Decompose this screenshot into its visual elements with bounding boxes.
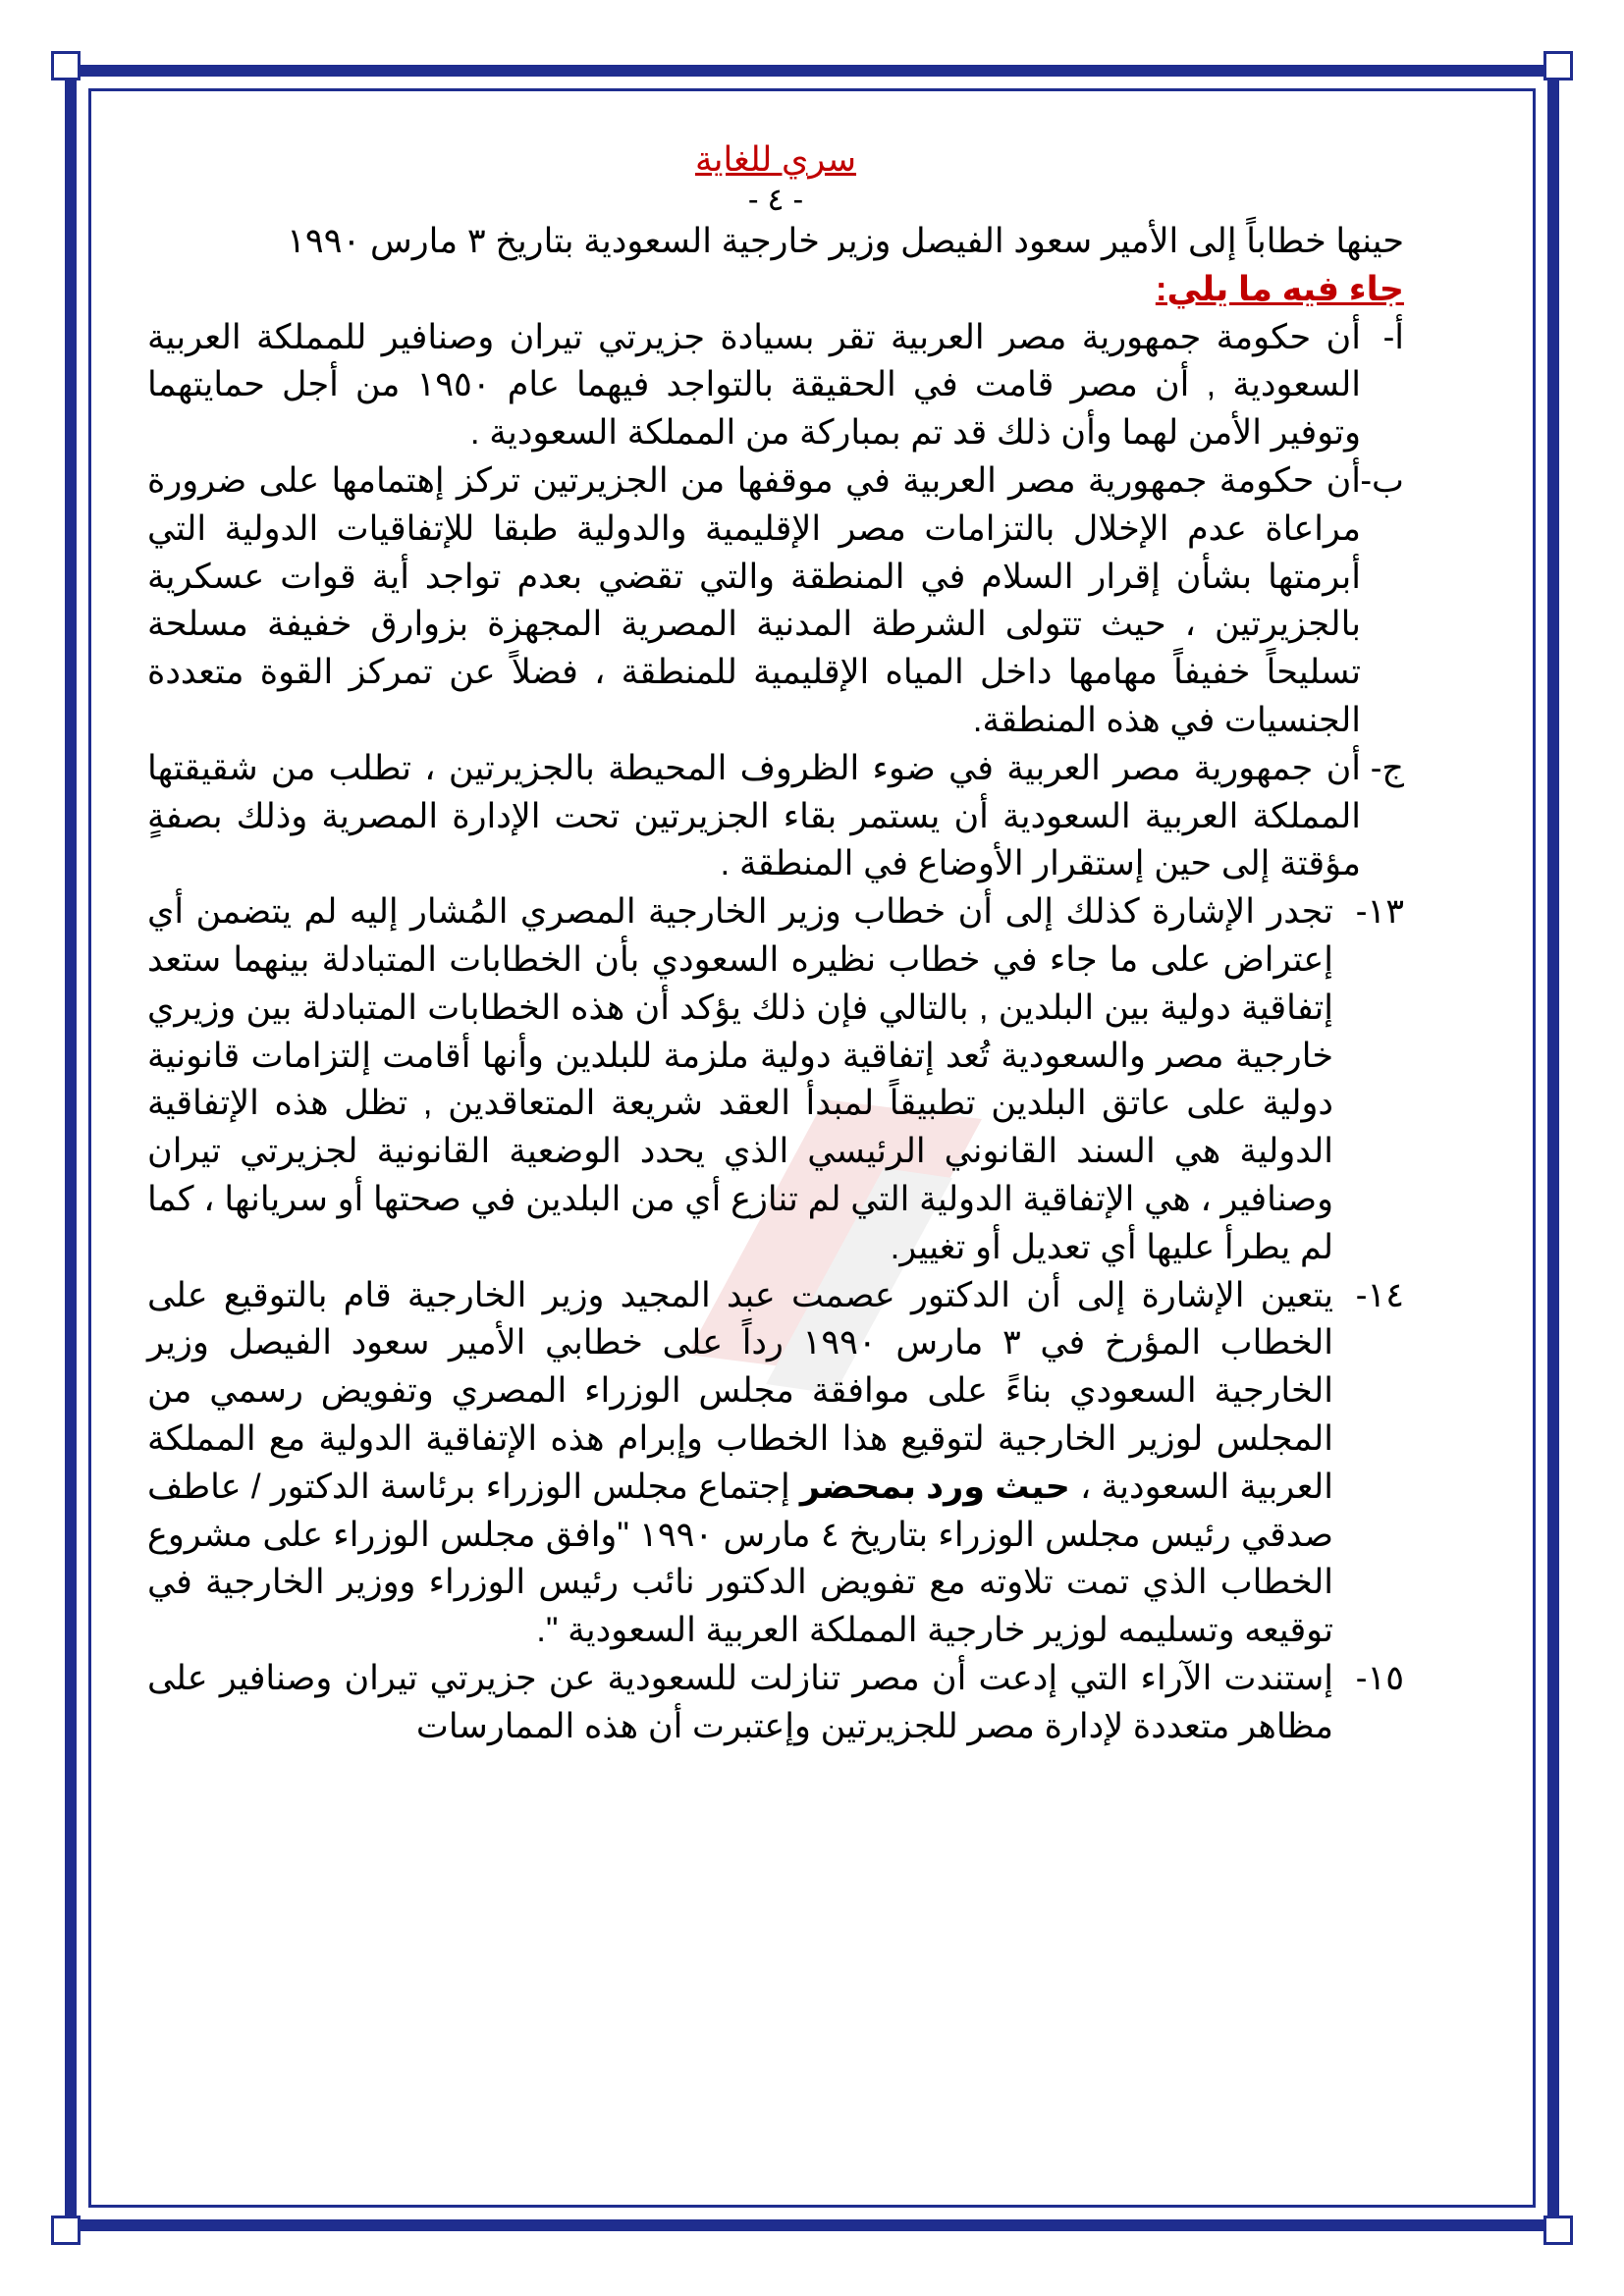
numbered-items-list xyxy=(147,888,1404,1750)
letter-lead-in: جاء فيه ما يلي: xyxy=(1155,269,1404,308)
border-corner-bottom-left xyxy=(1543,2216,1573,2245)
document-page xyxy=(147,137,1404,1751)
letter-item xyxy=(147,457,1404,745)
item-text-segment: إستندت الآراء التي إدعت أن مصر تنازلت للسعودية عن جزيرتي تيران وصنافير على مظاهر متعددة لإدارة مصر للجزيرتين وإعتبرت أن هذه الممارسات xyxy=(147,1658,1333,1745)
item-number: ١٥- xyxy=(1355,1658,1404,1697)
numbered-item xyxy=(147,1655,1404,1751)
item-text-segment: يتعين الإشارة إلى أن الدكتور عصمت عبد المجيد وزير الخارجية قام بالتوقيع على الخطاب المؤرخ في ٣ مارس ١٩٩٠ رداً على خطابي الأمير سعود الفيصل وزير الخارجية السعودي بناءً على موافقة مجلس الوزراء المصري وتفويض رسمي من المجلس لوزير الخارجية لتوقيع هذا الخطاب وإبرام هذه الإتفاقية الدولية مع المملكة العربية السعودية ، xyxy=(147,1275,1333,1506)
intro-paragraph: حينها خطاباً إلى الأمير سعود الفيصل وزير خارجية السعودية بتاريخ ٣ مارس ١٩٩٠ xyxy=(287,222,1404,260)
page-number: - ٤ - xyxy=(747,182,804,217)
item-text xyxy=(147,888,1333,1271)
item-marker: أ- xyxy=(1382,317,1404,356)
item-number: ١٤- xyxy=(1355,1275,1404,1314)
letter-item xyxy=(147,314,1404,457)
border-corner-top-right xyxy=(51,51,81,80)
item-text xyxy=(147,1655,1333,1751)
item-text: أن حكومة جمهورية مصر العربية تقر بسيادة جزيرتي تيران وصنافير للمملكة العربية السعودية , أن مصر قامت في الحقيقة بالتواجد فيهما عام ١٩٥٠ من أجل حمايتهما وتوفير الأمن لهما وأن ذلك قد تم بمباركة من المملكة السعودية . xyxy=(147,317,1361,453)
item-number: ١٣- xyxy=(1355,892,1404,932)
letter-item xyxy=(147,745,1404,888)
item-text xyxy=(147,1272,1333,1655)
emphasis-text: حيث ورد بمحضر xyxy=(799,1467,1070,1506)
item-marker: ب- xyxy=(1360,460,1404,500)
numbered-item xyxy=(147,1272,1404,1655)
numbered-item xyxy=(147,888,1404,1271)
item-text: أن حكومة جمهورية مصر العربية في موقفها من الجزيرتين تركز إهتمامها على ضرورة مراعاة عدم الإخلال بالتزامات مصر الإقليمية والدولية طبقا للإتفاقيات الدولية التي أبرمتها بشأن إقرار السلام في المنطقة والتي تقضي بعدم تواجد أية قوات عسكرية بالجزيرتين ، حيث تتولى الشرطة المدنية المصرية المجهزة بزوارق خفيفة مسلحة تسليحاً خفيفاً مهامها داخل المياه الإقليمية للمنطقة ، فضلاً عن تمركز القوة متعددة الجنسيات في هذه المنطقة. xyxy=(147,460,1361,739)
item-marker: ج- xyxy=(1370,748,1404,787)
border-corner-bottom-right xyxy=(51,2216,81,2245)
item-text-segment: إجتماع مجلس الوزراء برئاسة الدكتور / عاطف صدقي رئيس مجلس الوزراء بتاريخ ٤ مارس ١٩٩٠ "وافق مجلس الوزراء على مشروع الخطاب الذي تمت تلاوته مع تفويض الدكتور نائب رئيس الوزراء ووزير الخارجية في توقيعه وتسليمه لوزير خارجية المملكة العربية السعودية ". xyxy=(147,1467,1333,1650)
classification-heading: سري للغاية xyxy=(694,140,857,179)
item-text: أن جمهورية مصر العربية في ضوء الظروف المحيطة بالجزيرتين ، تطلب من شقيقتها المملكة العربية السعودية أن يستمر بقاء الجزيرتين تحت الإدارة المصرية وذلك بصفةٍ مؤقتة إلى حين إستقرار الأوضاع في المنطقة . xyxy=(147,748,1361,883)
border-corner-top-left xyxy=(1543,51,1573,80)
item-text-segment: تجدر الإشارة كذلك إلى أن خطاب وزير الخارجية المصري المُشار إليه لم يتضمن أي إعتراض على ما جاء في خطاب نظيره السعودي بأن الخطابات المتبادلة بينهما ستعد إتفاقية دولية بين البلدين , بالتالي فإن ذلك يؤكد أن هذه الخطابات المتبادلة بين وزيري خارجية مصر والسعودية تُعد إتفاقية دولية ملزمة للبلدين وأنها أقامت إلتزامات قانونية دولية على عاتق البلدين تطبيقاً لمبدأ العقد شريعة المتعاقدين , تظل هذه الإتفاقية الدولية هي السند القانوني الرئيسي الذي يحدد الوضعية القانونية لجزيرتي تيران وصنافير ، هي الإتفاقية الدولية التي لم تنازع أي من البلدين في صحتها أو سريانها ، كما لم يطرأ عليها أي تعديل أو تغيير. xyxy=(147,892,1333,1266)
letter-items-list xyxy=(147,314,1404,889)
